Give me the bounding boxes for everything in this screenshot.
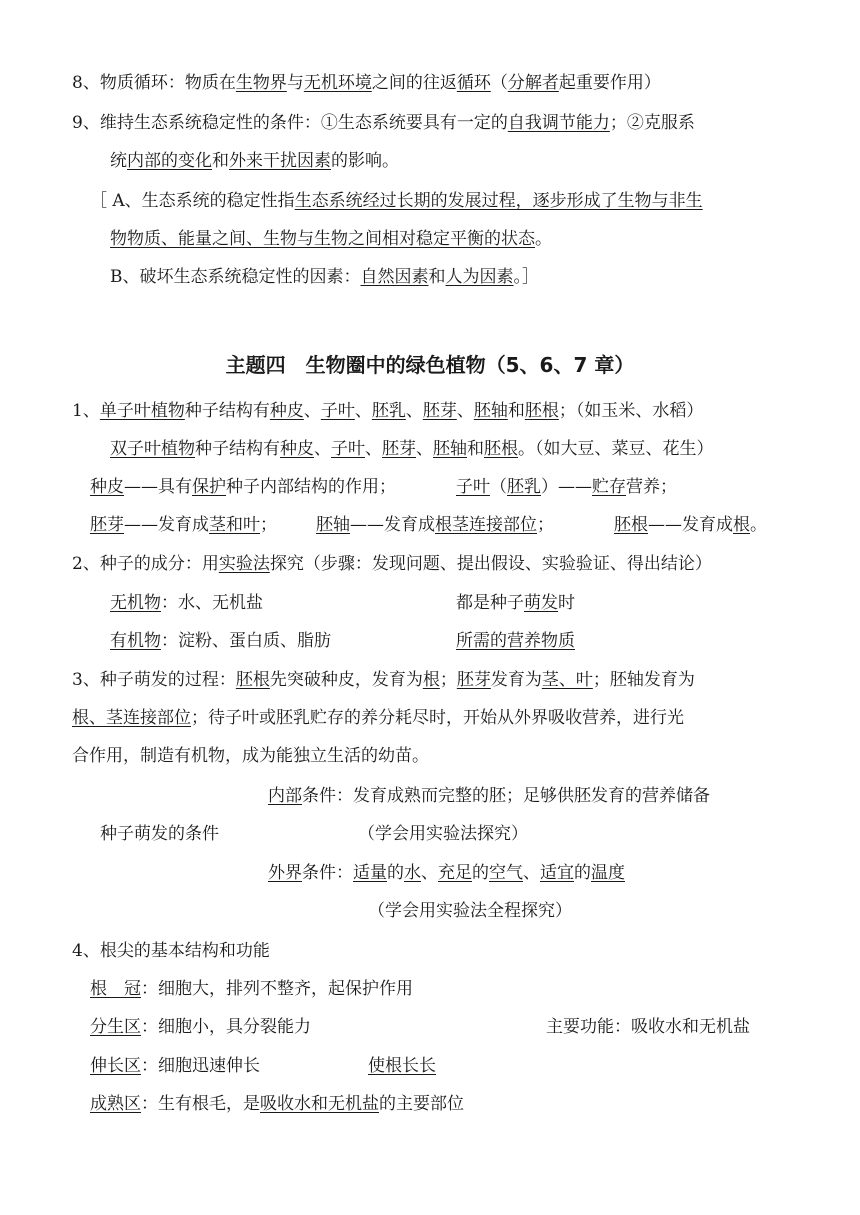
germination-note-1: 都是种子萌发时 — [456, 593, 575, 613]
internal-conditions-note: （学会用实验法探究） — [358, 824, 528, 844]
external-conditions: 外界条件：适量的水、充足的空气、适宜的温度 — [268, 863, 625, 883]
external-conditions-note: （学会用实验法全程探究） — [368, 901, 572, 921]
plumule-function: 胚芽——发育成茎和叶； — [90, 515, 277, 535]
radicle-function: 胚根——发育成根。 — [614, 515, 767, 535]
root-cap: 根 冠：细胞大，排列不整齐，起保护作用 — [90, 979, 413, 999]
note-a-line2: 物物质、能量之间、生物与生物之间相对稳定平衡的状态。 — [110, 229, 552, 249]
item-3-germination-line1: 3、种子萌发的过程：胚根先突破种皮，发育为根；胚芽发育为茎、叶；胚轴发育为 — [72, 670, 695, 690]
hypocotyl-function: 胚轴——发育成根茎连接部位； — [316, 515, 554, 535]
cotyledon-function: 子叶（胚乳）——贮存营养； — [456, 477, 677, 497]
item-1-dicot: 双子叶植物种子结构有种皮、子叶、胚芽、胚轴和胚根。（如大豆、菜豆、花生） — [110, 439, 714, 459]
maturation-zone: 成熟区：生有根毛，是吸收水和无机盐的主要部位 — [90, 1094, 464, 1114]
internal-conditions: 内部条件：发育成熟而完整的胚；足够供胚发育的营养储备 — [268, 786, 710, 806]
germination-note-2: 所需的营养物质 — [456, 631, 575, 651]
elongation-function: 使根长长 — [368, 1056, 436, 1076]
item-8-material-cycle: 8、物质循环：物质在生物界与无机环境之间的往返循环（分解者起重要作用） — [72, 73, 661, 93]
item-4-root-tip: 4、根尖的基本结构和功能 — [72, 941, 270, 961]
germination-conditions-label: 种子萌发的条件 — [100, 824, 219, 844]
item-9-stability-line1: 9、维持生态系统稳定性的条件：①生态系统要具有一定的自我调节能力；②克服系 — [72, 113, 695, 133]
elongation-zone: 伸长区：细胞迅速伸长 — [90, 1056, 260, 1076]
note-a-line1: ［ A、生态系统的稳定性指生态系统经过长期的发展过程，逐步形成了生物与非生 — [90, 191, 703, 211]
item-3-germination-line3: 合作用，制造有机物，成为能独立生活的幼苗。 — [72, 746, 429, 766]
item-3-germination-line2: 根、茎连接部位；待子叶或胚乳贮存的养分耗尽时，开始从外界吸收营养，进行光 — [72, 708, 684, 728]
topic-title: 主题四 生物圈中的绿色植物（5、6、7 章） — [225, 353, 635, 377]
meristematic-zone: 分生区：细胞小，具分裂能力 — [90, 1017, 311, 1037]
seed-coat-function: 种皮——具有保护种子内部结构的作用； — [90, 477, 396, 497]
main-function: 主要功能：吸收水和无机盐 — [546, 1017, 750, 1037]
item-2-seed-composition: 2、种子的成分：用实验法探究（步骤：发现问题、提出假设、实验验证、得出结论） — [72, 554, 712, 574]
item-9-stability-line2: 统内部的变化和外来干扰因素的影响。 — [110, 151, 399, 171]
inorganic-matter: 无机物：水、无机盐 — [110, 593, 263, 613]
item-1-monocot: 1、单子叶植物种子结构有种皮、子叶、胚乳、胚芽、胚轴和胚根；（如玉米、水稻） — [72, 401, 704, 421]
note-b: B、破坏生态系统稳定性的因素：自然因素和人为因素。］ — [110, 267, 539, 287]
organic-matter: 有机物：淀粉、蛋白质、脂肪 — [110, 631, 331, 651]
